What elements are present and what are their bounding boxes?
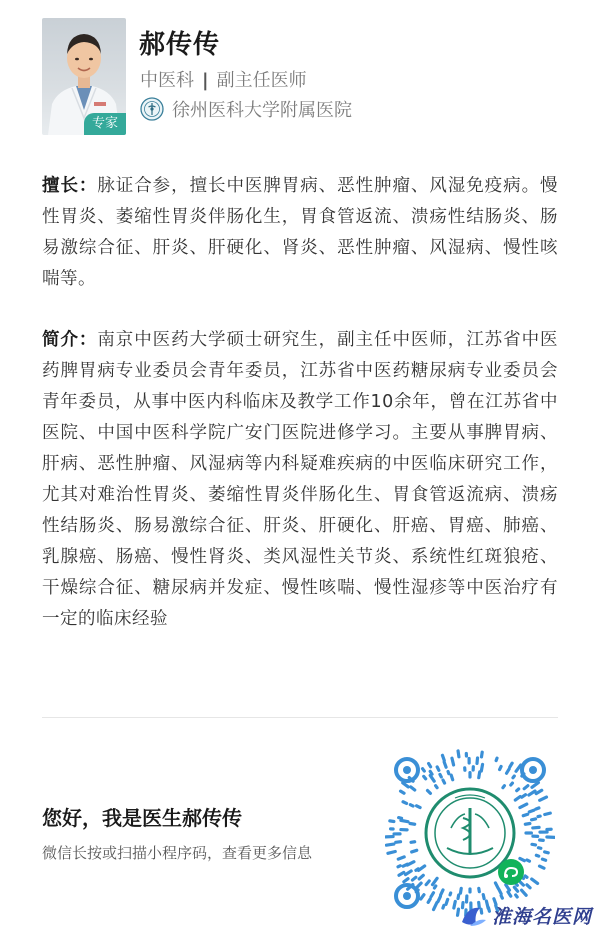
wechat-mini-program-icon bbox=[498, 859, 524, 885]
introduction-section bbox=[42, 325, 558, 635]
watermark-logo-icon bbox=[458, 900, 488, 930]
doctor-avatar[interactable] bbox=[42, 18, 126, 135]
greeting-text: 您好，我是医生郝传传 bbox=[42, 806, 242, 830]
separator: | bbox=[202, 70, 209, 91]
specialty-text: 脉证合参，擅长中医脾胃病、恶性肿瘤、风湿免疫病。慢性胃炎、萎缩性胃炎伴肠化生，胃食管返流、溃疡性结肠炎、肠易激综合征、肝炎、肝硬化、肾炎、恶性肿瘤、风湿病、慢性咳喘等。 bbox=[42, 176, 559, 289]
introduction-text: 南京中医药大学硕士研究生，副主任中医师，江苏省中医药脾胃病专业委员会青年委员，江苏省中医药糖尿病专业委员会青年委员，从事中医内科临床及教学工作10余年，曾在江苏省中医院、中国中医科学院广安门医院进修学习。主要从事脾胃病、肝病、恶性肿瘤、风湿病等内科疑难疾病的中医临床研究工作，尤其对难治性胃炎、萎缩性胃炎伴肠化生、胃食管返流病、溃疡性结肠炎、肠易激综合征、肝炎、肝硬化、肝癌、胃癌、肺癌、乳腺癌、肠癌、慢性肾炎、类风湿性关节炎、系统性红斑狼疮、干燥综合征、糖尿病并发症、慢性咳喘、慢性湿疹等中医治疗有一定的临床经验 bbox=[42, 330, 559, 629]
department: 中医科 bbox=[140, 70, 194, 91]
expert-badge: 专家 bbox=[84, 113, 126, 135]
scan-hint-text: 微信长按或扫描小程序码，查看更多信息 bbox=[42, 844, 313, 862]
hospital-line[interactable] bbox=[140, 96, 352, 122]
doctor-name: 郝传传 bbox=[139, 30, 221, 60]
specialty-label: 擅长： bbox=[42, 176, 98, 196]
watermark-text: 淮海名医网 bbox=[492, 905, 593, 928]
site-watermark bbox=[458, 898, 592, 932]
divider bbox=[42, 717, 558, 718]
hospital-logo-icon bbox=[140, 97, 164, 121]
department-title-line bbox=[140, 66, 307, 92]
hospital-seal-icon bbox=[426, 789, 514, 877]
hospital-name: 徐州医科大学附属医院 bbox=[172, 100, 352, 121]
doctor-header bbox=[42, 18, 562, 138]
specialty-section bbox=[42, 171, 558, 295]
introduction-label: 简介： bbox=[42, 330, 98, 350]
mini-program-code[interactable] bbox=[385, 748, 555, 918]
doctor-title: 副主任医师 bbox=[216, 70, 307, 91]
